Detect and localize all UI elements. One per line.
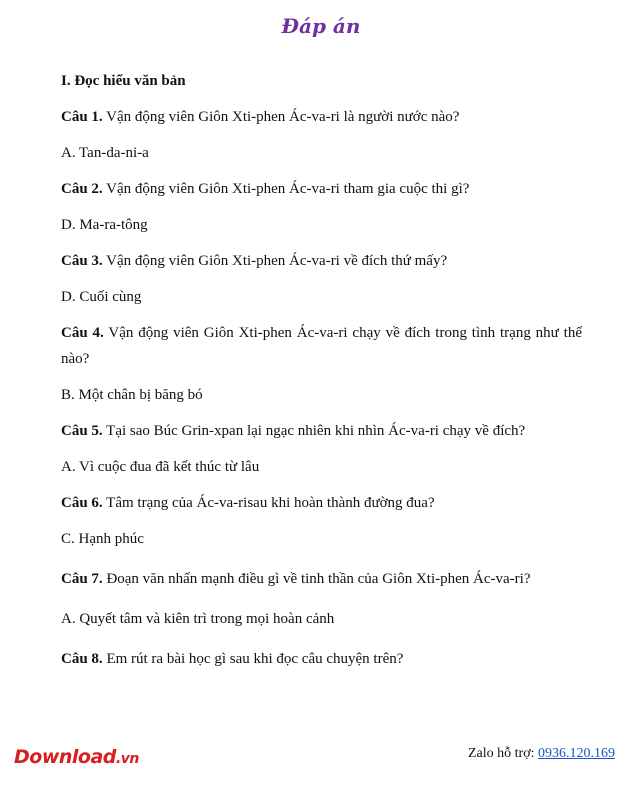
page-title: Đáp án [281,14,361,38]
answer-7: A. Quyết tâm và kiên trì trong mọi hoàn cảnh [61,611,335,627]
question-4 [61,320,582,372]
question-text: Vận động viên Giôn Xti-phen Ác-va-ri tham gia cuộc thi gì? [102,181,470,197]
answer-1: A. Tan-da-ni-a [61,145,149,161]
question-text: Vận động viên Giôn Xti-phen Ác-va-ri về đích thứ mấy? [102,253,448,269]
question-number: Câu 7. [61,571,103,587]
question-text: Vận động viên Giôn Xti-phen Ác-va-ri là người nước nào? [102,109,460,125]
question-number: Câu 4. [61,325,104,341]
question-number: Câu 2. [61,181,103,197]
question-number: Câu 1. [61,109,103,125]
question-2 [61,176,582,202]
page-footer [0,742,642,782]
question-text: Tại sao Búc Grin-xpan lại ngạc nhiên khi nhìn Ác-va-ri chạy về đích? [102,423,526,439]
answer-3: D. Cuối cùng [61,289,142,305]
logo-tld: .vn [115,751,139,767]
question-text: Đoạn văn nhấn mạnh điều gì về tinh thần của Giôn Xti-phen Ác-va-ri? [102,571,531,587]
answer-5: A. Vì cuộc đua đã kết thúc từ lâu [61,459,260,475]
zalo-phone-link[interactable]: 0936.120.169 [538,746,615,761]
zalo-label: Zalo hỗ trợ: [468,746,538,761]
logo-text: Download [14,746,116,768]
question-8 [61,646,582,672]
question-6 [61,490,582,516]
question-text: Vận động viên Giôn Xti-phen Ác-va-ri chạy về đích trong tình trạng như thế nào? [61,325,582,367]
question-text: Em rút ra bài học gì sau khi đọc câu chuyện trên? [102,651,404,667]
question-number: Câu 8. [61,651,103,667]
question-3 [61,248,582,274]
answer-2: D. Ma-ra-tông [61,217,148,233]
answer-key [61,68,582,682]
question-text: Tâm trạng của Ác-va-risau khi hoàn thành đường đua? [102,495,435,511]
question-number: Câu 6. [61,495,103,511]
section-heading: I. Đọc hiểu văn bản [61,73,186,89]
download-vn-logo[interactable] [14,746,139,768]
zalo-support [468,746,615,762]
question-number: Câu 3. [61,253,103,269]
question-number: Câu 5. [61,423,103,439]
question-7 [61,566,582,592]
answer-6: C. Hạnh phúc [61,531,144,547]
question-5 [61,418,582,444]
question-1 [61,104,582,130]
answer-4: B. Một chân bị băng bó [61,387,203,403]
